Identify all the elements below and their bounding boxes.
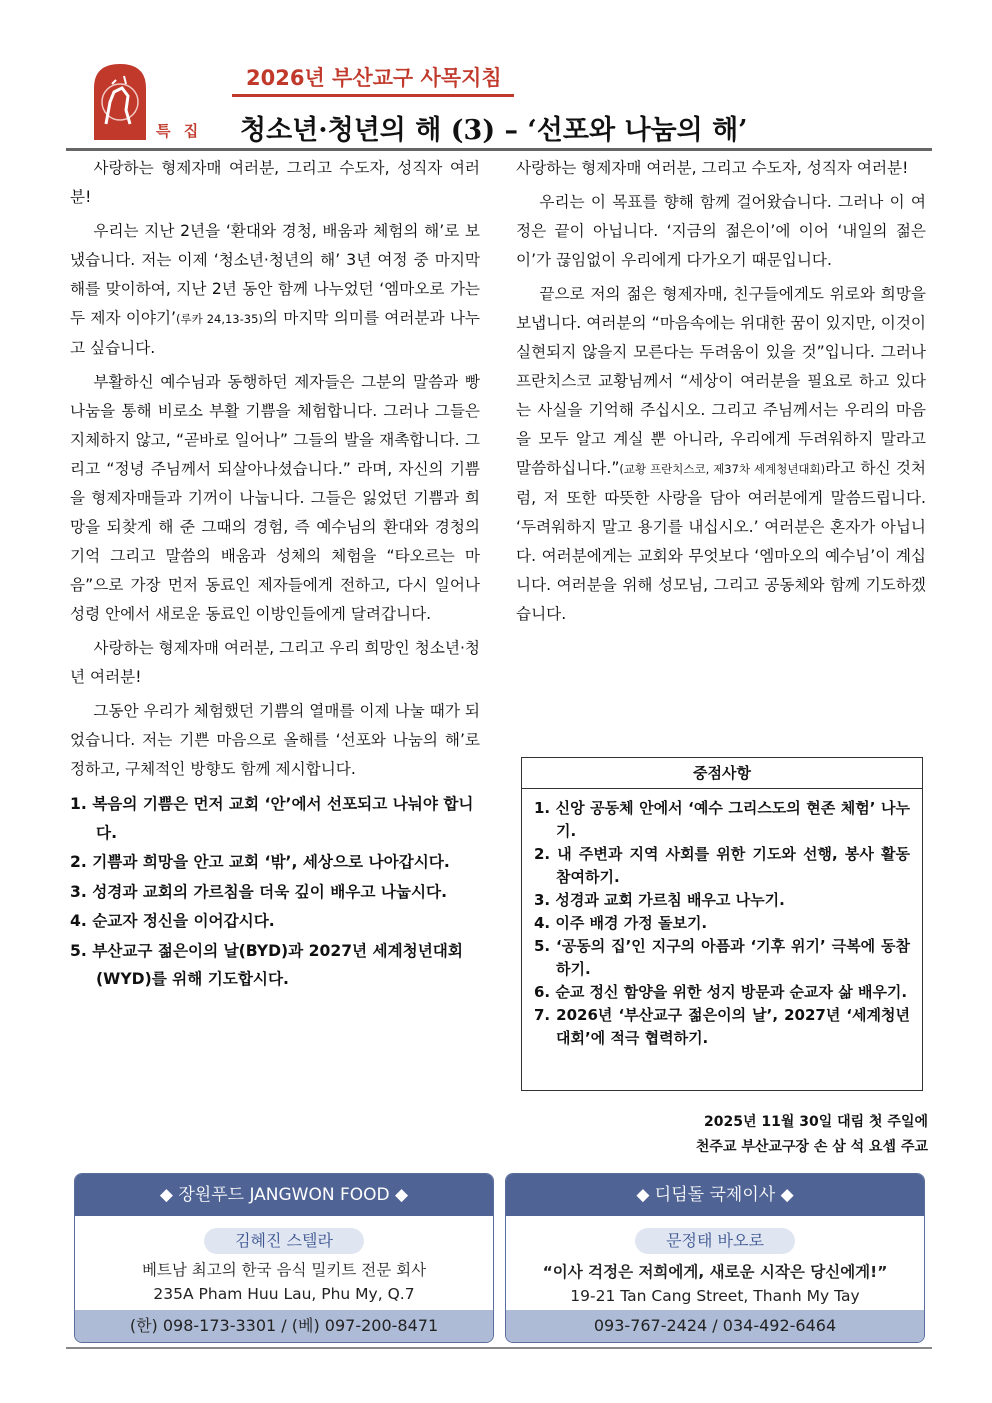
signature-bishop: 천주교 부산교구장 손 삼 석 요셉 주교	[695, 1139, 928, 1155]
greeting-paragraph: 사랑하는 형제자매 여러분, 그리고 수도자, 성직자 여러분!	[70, 159, 480, 206]
list-item: 2. 내 주변과 지역 사회를 위한 기도와 선행, 봉사 활동 참여하기.	[534, 845, 910, 886]
signature-date: 2025년 11월 30일 대림 첫 주일에	[703, 1114, 928, 1130]
ad-header: ◆ 장원푸드 JANGWON FOOD ◆	[75, 1174, 493, 1216]
focus-points-list	[522, 797, 922, 1050]
pope-quote-reference: (교황 프란치스코, 제37차 세계청년대회)	[619, 462, 826, 476]
direction-list	[70, 790, 480, 994]
intro-paragraph: 우리는 지난 2년을 ‘환대와 경청, 배움과 체험의 해’로 보냈습니다. 저는 이제 ‘청소년·청년의 해’ 3년 여정 중 마지막 해를 맞이하여, 지난 2년 동안 함께 나누었던 ‘엠마오로 가는 두 제자 이야기’(루카 24,13-35)의 마지막 의미를 여러분과 나누고 싶습니다.	[70, 222, 480, 357]
ad-description: 베트남 최고의 한국 음식 밀키트 전문 회사	[141, 1261, 427, 1279]
focus-points-title: 중점사항	[522, 758, 922, 789]
pastoral-guideline-title: 2026년 부산교구 사목지침	[246, 66, 502, 90]
encouragement-paragraph: 끝으로 저의 젊은 형제자매, 친구들에게도 위로와 희망을 보냅니다. 여러분의 “마음속에는 위대한 꿈이 있지만, 이것이 실현되지 않을지 모른다는 두려움이 있을 것”입니다. 그러나 프란치스코 교황님께서 “세상이 여러분을 필요로 하고 있다는 사실을 기억해 주십시오. 그리고 주님께서는 우리의 마음을 모두 알고 계실 뿐 아니라, 우리에게 두려워하지 말라고 말씀하십니다.”(교황 프란치스코, 제37차 세계청년대회)라고 하신 것처럼, 저 또한 따뜻한 사랑을 담아 여러분에게 말씀드립니다. ‘두려워하지 말고 용기를 내십시오.’ 여러분은 혼자가 아닙니다. 여러분에게는 교회와 무엇보다 ‘엠마오의 예수님’이 계십니다. 여러분을 위해 성모님, 그리고 공동체와 함께 기도하겠습니다.	[516, 285, 926, 623]
diocese-logo	[92, 62, 148, 140]
title-underline	[232, 94, 514, 97]
header-divider	[66, 148, 932, 151]
focus-points-box	[521, 757, 923, 1091]
ad-header: ◆ 디딤돌 국제이사 ◆	[506, 1174, 924, 1216]
ad-jangwon-food	[74, 1173, 494, 1343]
right-column	[516, 154, 926, 634]
list-item: 3. 성경과 교회의 가르침을 더욱 깊이 배우고 나눕시다.	[70, 882, 448, 901]
scripture-reference: (루카 24,13-35)	[175, 312, 263, 326]
list-item: 4. 순교자 정신을 이어갑시다.	[70, 912, 275, 930]
emmaus-paragraph: 부활하신 예수님과 동행하던 제자들은 그분의 말씀과 빵 나눔을 통해 비로소 부활 기쁨을 체험합니다. 그러나 그들은 지체하지 않고, “곧바로 일어나” 그들의 발을 재촉합니다. 그리고 “정녕 주님께서 되살아나셨습니다.” 라며, 자신의 기쁨을 형제자매들과 기꺼이 나눕니다. 그들은 잃었던 기쁨과 희망을 되찾게 해 준 그때의 경험, 즉 예수님의 환대와 경청의 기억 그리고 말씀의 배움과 성체의 체험을 “타오르는 마음”으로 가장 먼저 동료인 제자들에게 전하고, 다시 일어나 성령 안에서 새로운 동료인 이방인들에게 달려갑니다.	[70, 373, 480, 623]
page-title: 청소년·청년의 해 (3) – ‘선포와 나눔의 해’	[240, 115, 748, 146]
list-item: 1. 복음의 기쁨은 먼저 교회 ‘안’에서 선포되고 나눠야 합니다.	[70, 795, 474, 842]
ad-phone: (한) 098-173-3301 / (베) 097-200-8471	[75, 1310, 493, 1342]
ad-didimdol-moving	[505, 1173, 925, 1343]
left-column	[70, 154, 480, 995]
ad-phone: 093-767-2424 / 034-492-6464	[506, 1310, 924, 1342]
youth-greeting-paragraph: 사랑하는 형제자매 여러분, 그리고 우리 희망인 청소년·청년 여러분!	[70, 639, 480, 686]
list-item: 4. 이주 배경 가정 돌보기.	[534, 914, 708, 932]
ad-contact-name: 김혜진 스텔라	[204, 1228, 364, 1254]
year-theme-paragraph: 그동안 우리가 체험했던 기쁨의 열매를 이제 나눌 때가 되었습니다. 저는 기쁜 마음으로 올해를 ‘선포와 나눔의 해’로 정하고, 구체적인 방향도 함께 제시합니다.	[70, 702, 480, 778]
ad-address: 19-21 Tan Cang Street, Thanh My Tay	[570, 1287, 860, 1305]
list-item: 3. 성경과 교회 가르침 배우고 나누기.	[534, 891, 785, 909]
greeting-paragraph: 사랑하는 형제자매 여러분, 그리고 수도자, 성직자 여러분!	[516, 159, 909, 177]
list-item: 5. ‘공동의 집’인 지구의 아픔과 ‘기후 위기’ 극복에 동참하기.	[534, 937, 910, 978]
list-item: 6. 순교 정신 함양을 위한 성지 방문과 순교자 삶 배우기.	[534, 983, 908, 1001]
ad-contact-name: 문정태 바오로	[635, 1228, 795, 1254]
journey-paragraph: 우리는 이 목표를 향해 함께 걸어왔습니다. 그러나 이 여정은 끝이 아닙니다. ‘지금의 젊은이’에 이어 ‘내일의 젊은이’가 끊임없이 우리에게 다가오기 때문입니다.	[516, 193, 926, 269]
list-item: 2. 기쁨과 희망을 안고 교회 ‘밖’, 세상으로 나아갑시다.	[70, 853, 450, 871]
list-item: 1. 신앙 공동체 안에서 ‘예수 그리스도의 현존 체험’ 나누기.	[534, 799, 910, 840]
ad-slogan: “이사 걱정은 저희에게, 새로운 시작은 당신에게!”	[542, 1263, 888, 1281]
signature-block	[696, 1110, 928, 1160]
special-feature-badge: 특 집	[156, 122, 203, 140]
footer-divider	[66, 1347, 932, 1349]
list-item: 7. 2026년 ‘부산교구 젊은이의 날’, 2027년 ‘세계청년대회’에 적극 협력하기.	[534, 1006, 910, 1047]
list-item: 5. 부산교구 젊은이의 날(BYD)과 2027년 세계청년대회(WYD)를 위해 기도합시다.	[70, 941, 463, 988]
ad-address: 235A Pham Huu Lau, Phu My, Q.7	[153, 1285, 415, 1303]
